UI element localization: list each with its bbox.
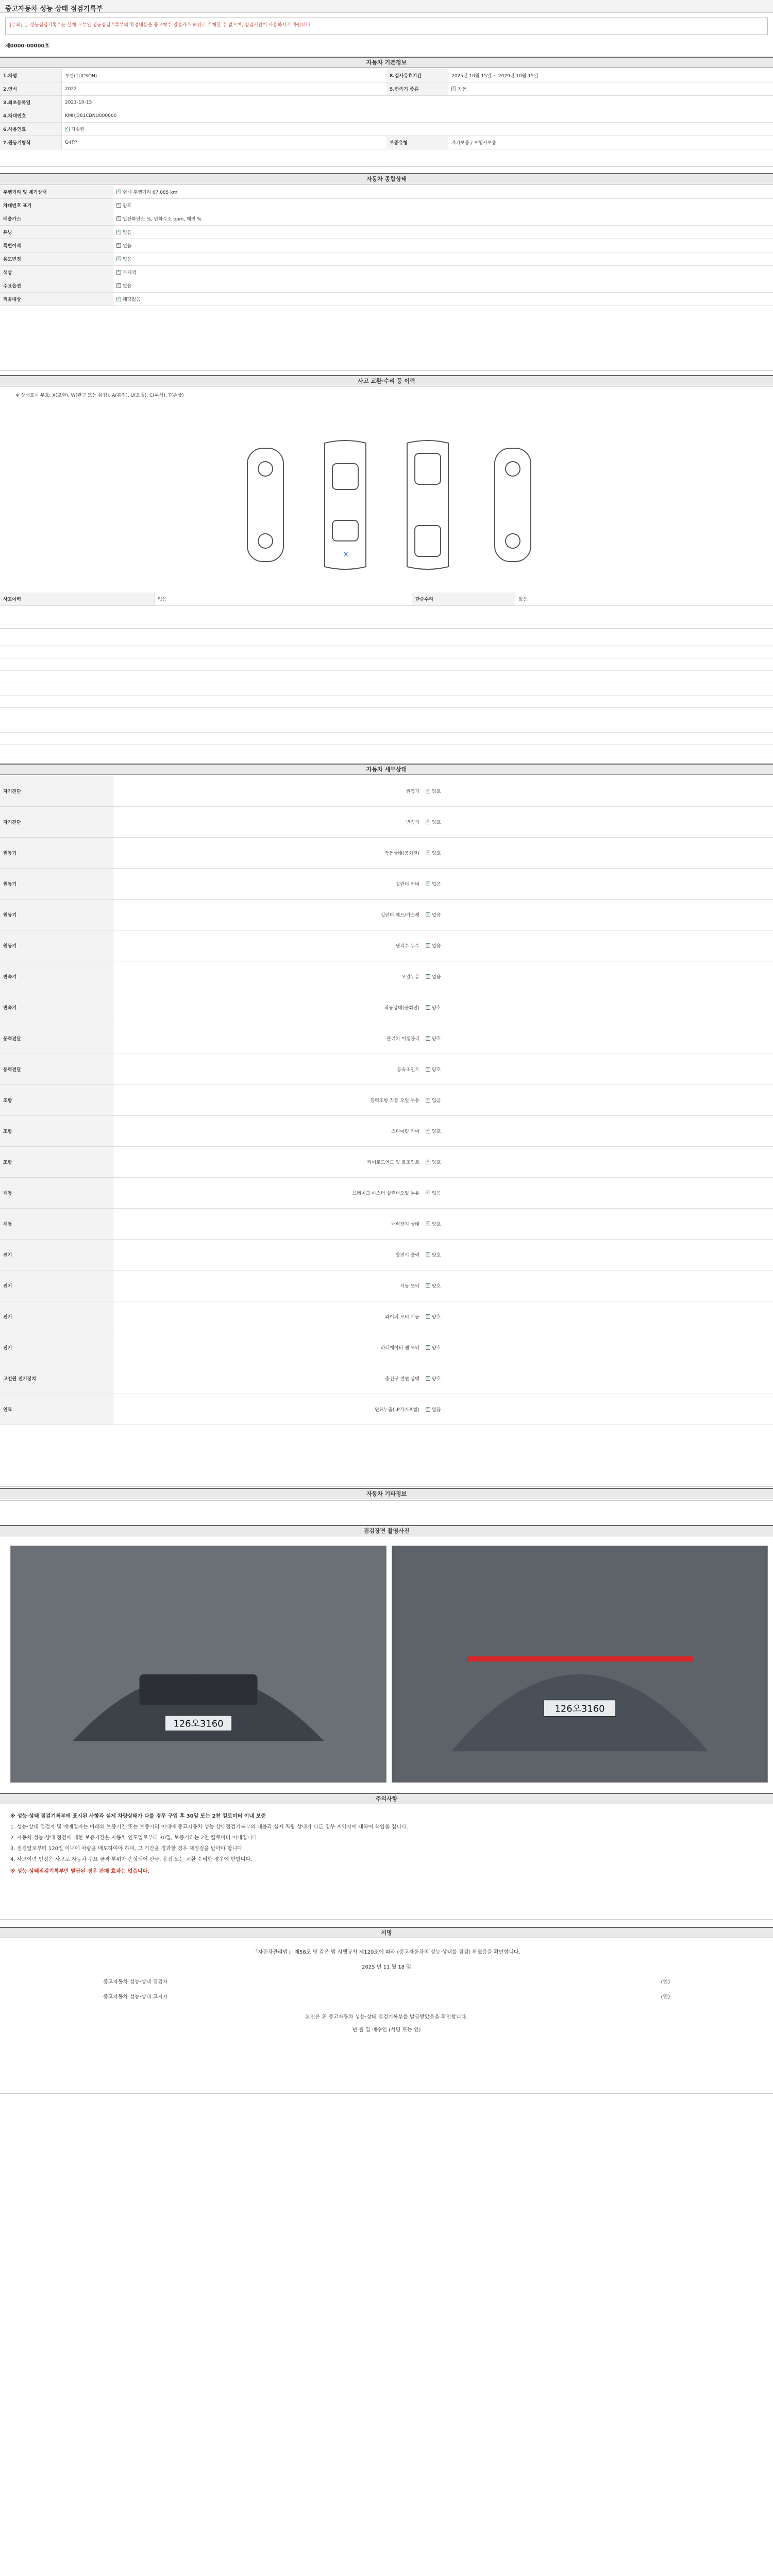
remarks-title: ※ 성능·상태 점검기록부에 표시된 사항과 실제 차량상태가 다를 경우 구입 후 30일 또는 2천 킬로미터 이내 보증: [10, 1814, 266, 1819]
detail-item: 실린더 커버: [395, 882, 419, 887]
detail-row: [0, 776, 773, 807]
accident-summary: [0, 592, 773, 629]
general-row: [0, 266, 773, 279]
general-row-value-text: 양호: [123, 204, 132, 209]
first-reg-value: 2021-10-15: [65, 99, 92, 105]
detail-row: [0, 1332, 773, 1363]
accident-parts-grid: [0, 634, 773, 757]
svg-text:x: x: [344, 550, 348, 558]
detail-group: 전기: [0, 1332, 113, 1363]
detail-group: 자기진단: [0, 776, 113, 806]
trans-label: 5.변속기 종류: [386, 82, 448, 95]
detail-state-text: 양호: [432, 1346, 441, 1351]
detail-item: 라디에이터 팬 모터: [380, 1346, 419, 1351]
checkbox-icon: [426, 1005, 430, 1010]
sign-statement: 「자동차관리법」 제58조 및 같은 법 시행규칙 제120조에 따라 (중고자동차의 성능·상태를 점검) 하였음을 확인합니다.: [253, 1950, 520, 1955]
detail-row: [0, 807, 773, 838]
detail-row: [0, 900, 773, 930]
detail-group: 전기: [0, 1270, 113, 1301]
detail-row: [0, 1270, 773, 1301]
document-title: 중고자동차 성능 상태 점검기록부: [0, 0, 773, 13]
section-accident: 사고 교환·수리 등 이력: [0, 375, 773, 386]
detail-state-text: 양호: [432, 1129, 441, 1134]
detail-item: 시동 모터: [400, 1284, 419, 1289]
checkbox-icon: [426, 1067, 430, 1072]
detail-group: 원동기: [0, 900, 113, 930]
car-front-icon: [11, 1546, 386, 1782]
checkbox-icon: [116, 230, 121, 234]
detail-group: 전기: [0, 1240, 113, 1270]
remarks-line: 2. 자동차 성능·상태 점검에 대한 보증기간은 자동차 인도일로부터 30일, 보증거리는 2천 킬로미터 이내입니다.: [10, 1835, 259, 1841]
checkbox-icon: [426, 1036, 430, 1041]
general-row-value: [113, 227, 773, 238]
notice-box: [주의] 본 성능점검기록부는 실제 교부된 성능점검기록부의 확정내용을 중고매수 영업자가 허위로 기재할 수 없으며, 점검기관이 사용하시기 바랍니다.: [5, 18, 768, 35]
checkbox-icon: [426, 851, 430, 855]
detail-state: [423, 1311, 773, 1322]
section-other: 자동차 기타정보: [0, 1488, 773, 1499]
detail-group: 전기: [0, 1301, 113, 1332]
detail-row: [0, 1054, 773, 1085]
general-row-label: 특별이력: [0, 239, 113, 252]
detail-state-text: 양호: [432, 1037, 441, 1042]
checkbox-icon: [116, 190, 121, 194]
detail-state-text: 없음: [432, 882, 441, 887]
detail-state: [423, 1218, 773, 1229]
detail-row: [0, 1240, 773, 1270]
detail-state: [423, 848, 773, 858]
detail-group: 조향: [0, 1085, 113, 1115]
detail-row: [0, 1301, 773, 1332]
detail-item: 타이로드엔드 및 볼조인트: [367, 1160, 419, 1165]
detail-state-text: 양호: [432, 1160, 441, 1165]
detail-row: [0, 992, 773, 1023]
general-row: [0, 239, 773, 252]
engine-value: G4FP: [65, 140, 77, 145]
section-detail: 자동차 세부상태: [0, 764, 773, 775]
buyer-statement: 본인은 위 중고자동차 성능·상태 점검기록부를 발급받았음을 확인합니다.: [305, 2014, 468, 2020]
general-row: [0, 226, 773, 239]
detail-item: 브레이크 마스터 실린더오일 누유: [352, 1191, 419, 1196]
general-row-label: 주행거리 및 계기상태: [0, 185, 113, 198]
detail-state-text: 없음: [432, 1098, 441, 1104]
checkbox-icon: [426, 1376, 430, 1381]
general-row-value: [113, 267, 773, 278]
checkbox-icon: [426, 974, 430, 979]
detail-state-text: 없음: [432, 1408, 441, 1413]
detail-item: 냉각수 누수: [395, 944, 419, 949]
warranty-value: 자가보증 / 보험사보증: [451, 141, 497, 146]
general-row-value-text: 없음: [123, 230, 132, 235]
inspector-seal: (인): [661, 1979, 670, 1985]
detail-state-text: 양호: [432, 1222, 441, 1227]
checkbox-icon: [426, 912, 430, 917]
detail-item: 동력조향 작동 오일 누유: [370, 1098, 419, 1104]
remarks-box: [0, 1806, 773, 1920]
detail-item: 와이퍼 모터 기능: [385, 1315, 419, 1320]
trans-value: 자동: [458, 87, 467, 92]
detail-state-text: 없음: [432, 913, 441, 918]
basic-info-table: [0, 69, 773, 167]
checkbox-icon: [426, 820, 430, 824]
detail-item: 스티어링 기어: [391, 1129, 419, 1134]
detail-item: 연료누출(LP가스포함): [374, 1408, 419, 1413]
detail-row: [0, 961, 773, 992]
front-plate-text: 126오3160: [173, 1718, 224, 1730]
vin-label: 4.차대번호: [0, 109, 62, 122]
detail-item: 변속기: [406, 820, 419, 825]
checkbox-icon: [426, 1129, 430, 1133]
checkbox-icon: [116, 203, 121, 208]
detail-state: [423, 971, 773, 982]
general-row-value-text: 없음: [123, 257, 132, 262]
detail-state-text: 양호: [432, 1284, 441, 1289]
detail-item: 작동상태(공회전): [384, 851, 419, 856]
detail-group: 원동기: [0, 869, 113, 899]
car-name: 투싼(TUCSON): [65, 74, 97, 79]
checkbox-icon: [426, 1345, 430, 1350]
section-sign: 서명: [0, 1927, 773, 1938]
detail-group: 변속기: [0, 961, 113, 992]
checkbox-icon: [116, 283, 121, 288]
checkbox-icon: [116, 270, 121, 275]
validity-label: 8.검사유효기간: [386, 69, 448, 82]
detail-item: 클러치 어셈블리: [386, 1037, 419, 1042]
general-row-value-text: 현재 주행거리 67,085 km: [123, 190, 178, 195]
detail-state-text: 양호: [432, 1315, 441, 1320]
detail-row: [0, 838, 773, 869]
general-row-value: [113, 213, 773, 224]
general-row-value: [113, 253, 773, 264]
checkbox-icon: [426, 1160, 430, 1164]
general-row-value-text: 일산화탄소 %, 탄화수소 ppm, 매연 %: [123, 217, 201, 222]
checkbox-icon: [426, 1098, 430, 1103]
general-row-value: [113, 294, 773, 304]
section-basic-info: 자동차 기본정보: [0, 57, 773, 68]
detail-state: [423, 878, 773, 889]
warranty-label: 보증유형: [386, 136, 448, 149]
first-reg-label: 3.최초등록일: [0, 96, 62, 109]
general-row-value: [113, 200, 773, 211]
checkbox-icon: [426, 1407, 430, 1412]
year-value: 2022: [65, 86, 77, 92]
detail-row: [0, 1023, 773, 1054]
detail-state-text: 없음: [432, 1191, 441, 1196]
detail-state: [423, 1126, 773, 1137]
general-row-label: 주요옵션: [0, 279, 113, 292]
detail-group: 고전원 전기장치: [0, 1363, 113, 1394]
detail-row: [0, 1085, 773, 1116]
front-photo: [10, 1546, 386, 1783]
detail-row: [0, 1394, 773, 1425]
detail-state: [423, 940, 773, 951]
detail-group: 조향: [0, 1116, 113, 1146]
detail-table: [0, 776, 773, 1487]
detail-state-text: 양호: [432, 1006, 441, 1011]
checkbox-icon: [426, 789, 430, 793]
detail-state: [423, 1095, 773, 1106]
detail-row: [0, 1178, 773, 1209]
detail-state: [423, 1342, 773, 1353]
detail-state: [423, 1188, 773, 1198]
checkbox-icon: [426, 882, 430, 886]
detail-row: [0, 1147, 773, 1178]
detail-group: 동력전달: [0, 1054, 113, 1084]
remarks-line: 1. 성능·상태 점검자 및 매매업자는 아래의 보증기간 또는 보증거리 이내에 중고자동차 성능 상태점검기록부의 내용과 실제 차량 상태가 다른 경우 계약자에 대하여 책임을 집니다.: [10, 1824, 408, 1830]
detail-state-text: 양호: [432, 851, 441, 856]
detail-state: [423, 1373, 773, 1384]
general-row: [0, 212, 773, 226]
checkbox-icon: [426, 943, 430, 948]
detail-row: [0, 1363, 773, 1394]
year-label: 2.연식: [0, 82, 62, 95]
detail-row: [0, 869, 773, 900]
general-row-label: 배출가스: [0, 212, 113, 225]
car-diagram-icon: [237, 433, 546, 577]
detail-item: 충전구 절연 상태: [385, 1377, 419, 1382]
remarks-line: 3. 점검일로부터 120일 이내에 차량을 매도하여야 하며, 그 기간을 경과한 경우 재점검을 받아야 합니다.: [10, 1846, 244, 1852]
simple-repair-value: 없음: [518, 597, 528, 602]
sign-box: [0, 1939, 773, 2094]
detail-state: [423, 1157, 773, 1167]
checkbox-icon: [426, 1191, 430, 1195]
general-row: [0, 252, 773, 266]
general-table: [0, 185, 773, 371]
detail-state: [423, 1064, 773, 1075]
detail-state: [423, 1002, 773, 1013]
fuel-value: 가솔린: [71, 127, 85, 132]
remarks-line: 4. 사고이력 인정은 사고로 자동차 주요 골격 부위가 손상되어 판금, 용접 또는 교환 수리한 경우에 한합니다.: [10, 1857, 253, 1862]
detail-state: [423, 786, 773, 796]
detail-state-text: 없음: [432, 944, 441, 949]
detail-item: 원동기: [406, 789, 419, 794]
detail-item: 발전기 출력: [395, 1253, 419, 1258]
checkbox-icon: [426, 1283, 430, 1288]
general-row-label: 튜닝: [0, 226, 113, 239]
simple-repair-label: 단순수리: [412, 592, 515, 605]
checkbox-icon: [116, 216, 121, 221]
detail-row: [0, 930, 773, 961]
detail-state: [423, 1280, 773, 1291]
detail-item: 배력장치 상태: [391, 1222, 419, 1227]
detail-state-text: 양호: [432, 1067, 441, 1073]
general-row: [0, 185, 773, 199]
general-row-value-text: 해당없음: [123, 297, 141, 302]
detail-group: 원동기: [0, 930, 113, 961]
checkbox-icon: [426, 1252, 430, 1257]
validity-value: 2025년 10월 15일 ~ 2029년 10월 15일: [451, 74, 539, 79]
rear-plate-text: 126오3160: [554, 1703, 605, 1715]
detail-group: 변속기: [0, 992, 113, 1023]
checkbox-icon: [65, 127, 70, 131]
general-row-label: 용도변경: [0, 252, 113, 265]
detail-state: [423, 1404, 773, 1415]
dealer-label: 중고자동차 성능·상태 고지자: [103, 1994, 168, 2000]
checkbox-icon: [116, 257, 121, 261]
detail-state-text: 양호: [432, 1377, 441, 1382]
vin-value: KMHJ381CBNU000000: [65, 113, 117, 118]
general-row-value-text: 무채색: [123, 270, 137, 276]
detail-item: 오일누유: [401, 975, 419, 980]
sign-date: 2025 년 11 월 18 일: [362, 1964, 411, 1970]
general-row-label: 리콜대상: [0, 293, 113, 306]
detail-group: 원동기: [0, 838, 113, 868]
detail-item: 실린더 헤드/가스켓: [380, 913, 419, 918]
fuel-label: 6.사용연료: [0, 123, 62, 135]
detail-state-text: 양호: [432, 1253, 441, 1258]
detail-state-text: 없음: [432, 975, 441, 980]
general-row-value-text: 없음: [123, 244, 132, 249]
detail-state-text: 양호: [432, 820, 441, 825]
other-info-table: [0, 1500, 773, 1501]
rear-photo: [392, 1546, 768, 1783]
detail-item: 작동상태(공회전): [384, 1006, 419, 1011]
detail-group: 자기진단: [0, 807, 113, 837]
general-row: [0, 279, 773, 293]
detail-group: 연료: [0, 1394, 113, 1425]
detail-state: [423, 817, 773, 827]
detail-row: [0, 1209, 773, 1240]
dealer-seal: (인): [661, 1994, 670, 2000]
detail-group: 제동: [0, 1209, 113, 1239]
section-photos: 점검장면 촬영사진: [0, 1525, 773, 1536]
buyer-fields: 년 월 일 매수인 (서명 또는 인): [352, 2027, 421, 2033]
detail-group: 조향: [0, 1147, 113, 1177]
general-row-label: 색상: [0, 266, 113, 279]
checkbox-icon: [116, 243, 121, 248]
general-row-value: [113, 187, 773, 197]
detail-row: [0, 1116, 773, 1147]
detail-state-text: 양호: [432, 789, 441, 794]
accident-history-label: 사고이력: [0, 592, 155, 605]
accident-history-value: 없음: [158, 597, 167, 602]
detail-state: [423, 909, 773, 920]
checkbox-icon: [116, 297, 121, 301]
general-row-value: [113, 280, 773, 291]
name-label: 1.차명: [0, 69, 62, 82]
general-row-label: 차대번호 표기: [0, 199, 113, 212]
general-row-value: [113, 240, 773, 251]
detail-state: [423, 1249, 773, 1260]
checkbox-icon: [426, 1314, 430, 1319]
detail-state: [423, 1033, 773, 1044]
general-row-value-text: 없음: [123, 284, 132, 289]
document-number: 제0000-00000호: [5, 43, 50, 49]
car-rear-icon: [392, 1546, 767, 1782]
detail-group: 제동: [0, 1178, 113, 1208]
checkbox-icon: [451, 87, 456, 91]
detail-group: 동력전달: [0, 1023, 113, 1054]
detail-item: 등속조인트: [397, 1067, 419, 1073]
engine-label: 7.원동기형식: [0, 136, 62, 149]
remarks-footer: ※ 성능·상태점검기록부만 발급된 경우 판매 효과는 없습니다.: [10, 1869, 150, 1874]
checkbox-icon: [426, 1222, 430, 1226]
general-row: [0, 293, 773, 306]
section-general: 자동차 종합상태: [0, 173, 773, 184]
inspector-label: 중고자동차 성능·상태 점검자: [103, 1979, 168, 1985]
section-remarks: 주의사항: [0, 1793, 773, 1804]
general-row: [0, 199, 773, 212]
accident-legend: ※ 상태표시 부호: X(교환), W(판금 또는 용접), A(흠집), U(요철), C(부식), T(손상): [15, 393, 184, 398]
